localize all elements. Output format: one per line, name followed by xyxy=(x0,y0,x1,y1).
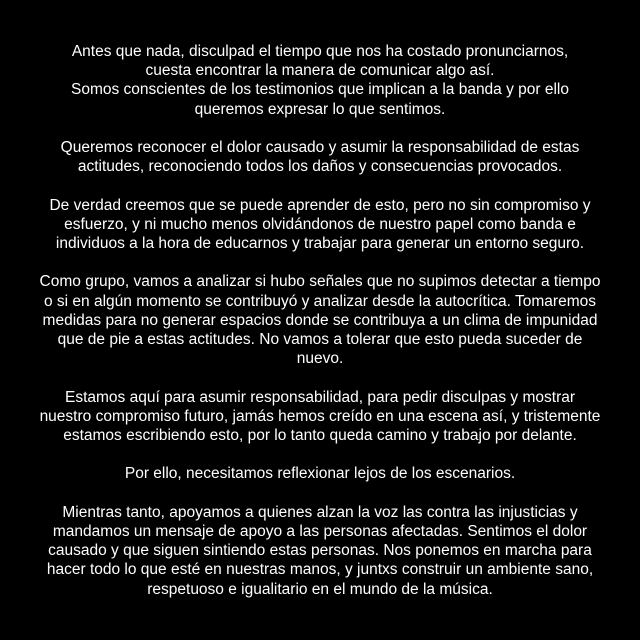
text-line: nuestro compromiso futuro, jamás hemos creído en una escena así, y tristemente xyxy=(39,407,601,425)
paragraph-support xyxy=(20,503,620,599)
text-line: actitudes, reconociendo todos los daños y consecuencias provocados. xyxy=(77,158,563,176)
text-line: que de pie a estas actitudes. No vamos a tolerar que esto pueda suceder de xyxy=(57,331,583,348)
text-line: o si en algún momento se contribuyó y analizar desde la autocrítica. Tomaremos xyxy=(44,292,596,310)
text-line: respetuoso e igualitario en el mundo de la música. xyxy=(147,580,493,598)
text-line: Por ello, necesitamos reflexionar lejos de los escenarios. xyxy=(124,465,516,483)
text-line: esfuerzo, y ni mucho menos olvidándonos de nuestro papel como banda e xyxy=(64,215,576,233)
text-line: Antes que nada, disculpad el tiempo que nos ha costado pronunciarnos, xyxy=(71,43,569,60)
text-line: medidas para no generar espacios donde se contribuya a un clima de impunidad xyxy=(42,311,598,329)
text-line: Queremos reconocer el dolor causado y asumir la responsabilidad de estas xyxy=(60,139,580,156)
text-line: Mientras tanto, apoyamos a quienes alzan la voz las contra las injusticias y xyxy=(62,503,578,521)
text-line: Como grupo, vamos a analizar si hubo señales que no supimos detectar a tiempo xyxy=(39,273,601,291)
text-line: cuesta encontrar la manera de comunicar algo así. xyxy=(145,62,495,80)
text-line: De verdad creemos que se puede aprender de esto, pero no sin compromiso y xyxy=(49,196,591,214)
text-line: queremos expresar lo que sentimos. xyxy=(194,100,446,118)
text-line: nuevo. xyxy=(296,350,344,368)
text-line: individuos a la hora de educarnos y trabajar para generar un entorno seguro. xyxy=(55,235,585,252)
text-line: hacer todo lo que esté en nuestras manos, y juntxs construir un ambiente sano, xyxy=(46,561,594,579)
paragraph-learning xyxy=(20,196,620,254)
paragraph-reflection xyxy=(20,464,620,483)
paragraph-responsibility xyxy=(20,388,620,446)
paragraph-analysis xyxy=(20,272,620,368)
text-line: Estamos aquí para asumir responsabilidad, para pedir disculpas y mostrar xyxy=(64,388,576,406)
text-line: estamos escribiendo esto, por lo tanto queda camino y trabajo por delante. xyxy=(63,427,577,444)
paragraph-apology xyxy=(20,42,620,119)
text-line: Somos conscientes de los testimonios que implican a la banda y por ello xyxy=(71,81,569,99)
paragraph-recognition xyxy=(20,138,620,176)
text-line: mandamos un mensaje de apoyo a las personas afectadas. Sentimos el dolor xyxy=(52,522,588,540)
text-line: causado y que siguen sintiendo estas personas. Nos ponemos en marcha para xyxy=(48,542,592,560)
statement-text xyxy=(20,42,620,599)
